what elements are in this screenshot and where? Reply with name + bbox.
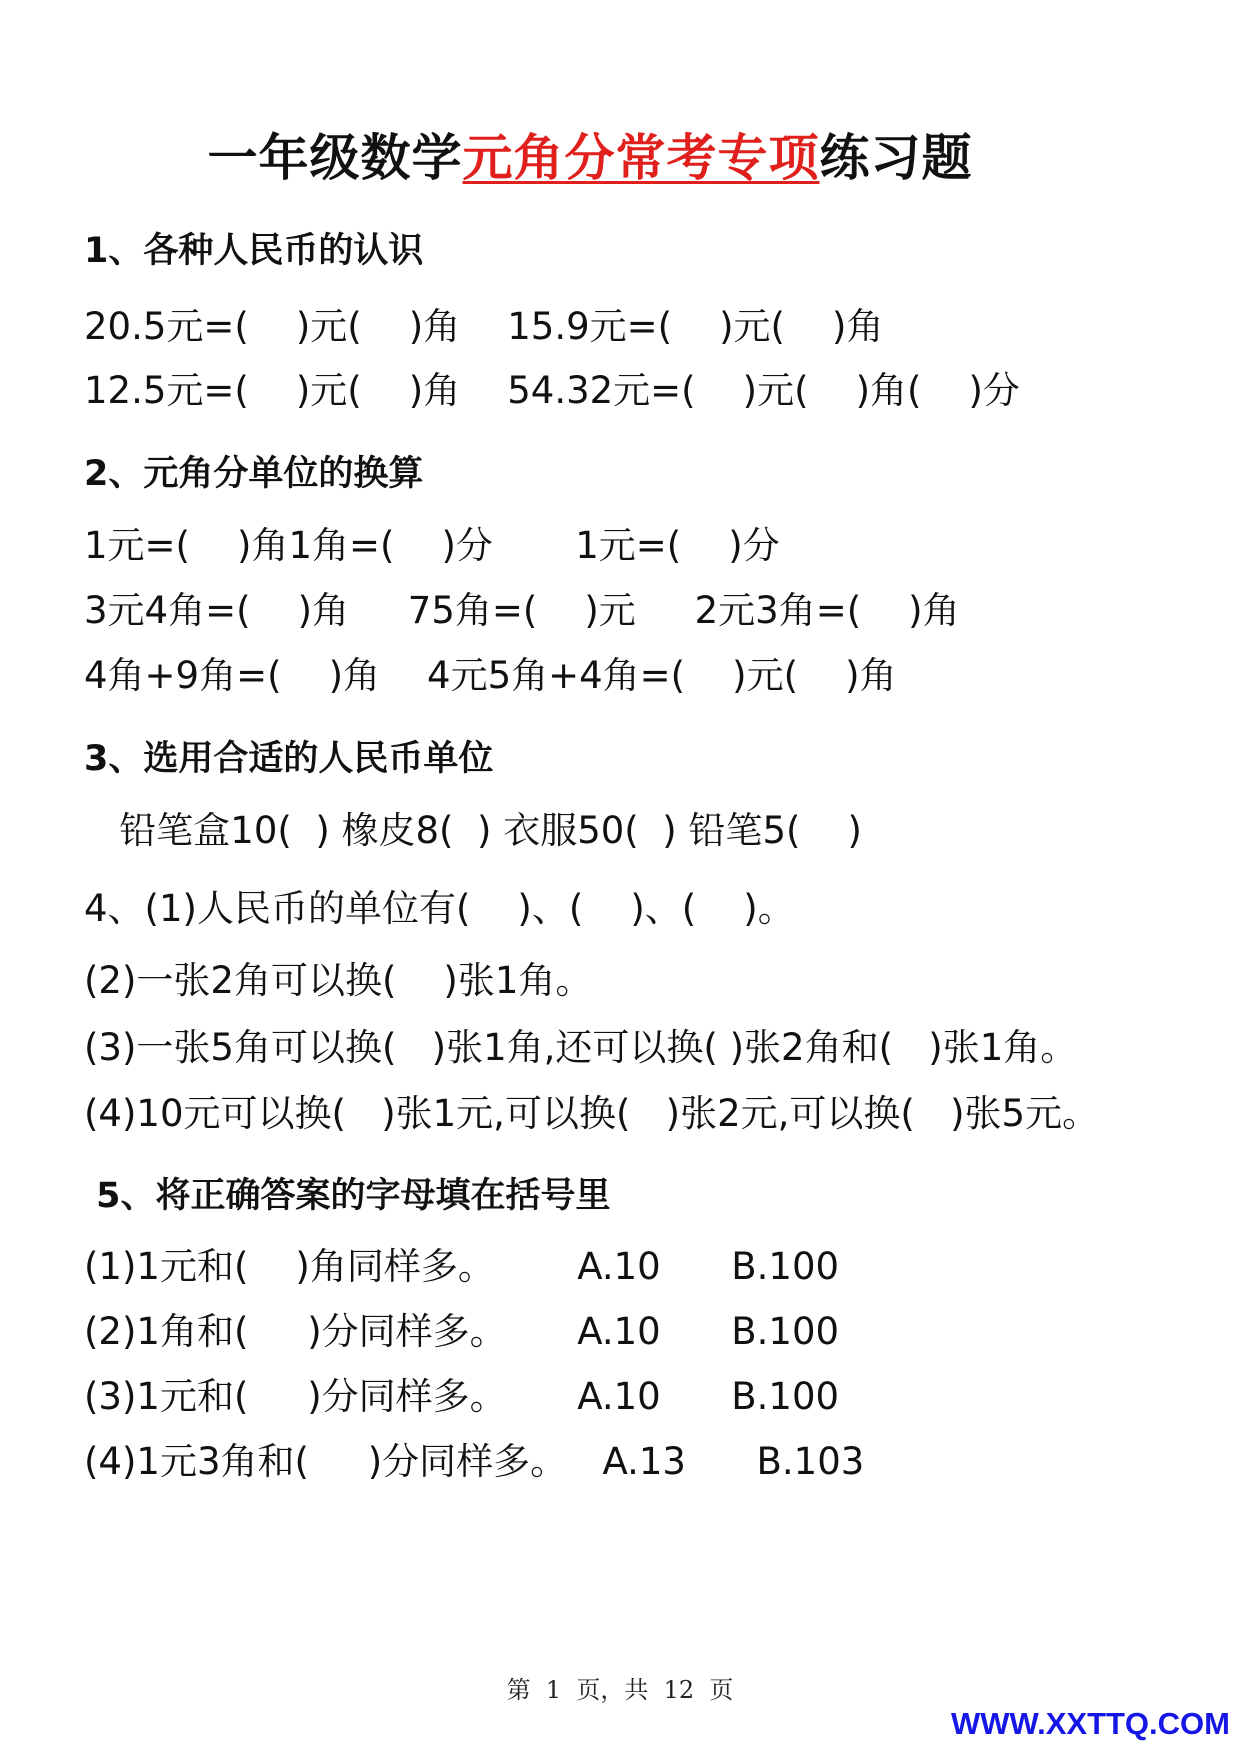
section-1-line-1: 20.5元=( )元( )角 15.9元=( )元( )角: [84, 305, 884, 348]
section-5-line-4: (4)1元3角和( )分同样多。 A.13 B.103: [84, 1440, 865, 1483]
section-1-line-2: 12.5元=( )元( )角 54.32元=( )元( )角( )分: [84, 369, 1020, 412]
section-5-heading: 5、将正确答案的字母填在括号里: [84, 1176, 611, 1216]
section-3-heading: 3、选用合适的人民币单位: [84, 739, 494, 779]
page-number-footer: 第 1 页，共 12 页: [506, 1676, 734, 1704]
section-4-line-3: (4)10元可以换( )张1元,可以换( )张2元,可以换( )张5元。: [84, 1092, 1100, 1135]
section-2-line-2: 3元4角=( )角 75角=( )元 2元3角=( )角: [84, 589, 960, 632]
section-1-heading: 1、各种人民币的认识: [84, 231, 424, 271]
section-2-heading: 2、元角分单位的换算: [84, 454, 424, 494]
title-highlight: 元角分常考专项: [462, 129, 820, 187]
title-part-3: 练习题: [819, 129, 973, 187]
section-5-line-2: (2)1角和( )分同样多。 A.10 B.100: [84, 1310, 840, 1353]
section-5-line-1: (1)1元和( )角同样多。 A.10 B.100: [84, 1245, 840, 1288]
section-4-line-2: (3)一张5角可以换( )张1角,还可以换( )张2角和( )张1角。: [84, 1026, 1078, 1069]
section-2-line-3: 4角+9角=( )角 4元5角+4角=( )元( )角: [84, 654, 897, 697]
section-4-line-1: (2)一张2角可以换( )张1角。: [84, 959, 593, 1002]
site-watermark: WWW.XXTTQ.COM: [951, 1706, 1230, 1741]
page-title: [0, 118, 1180, 190]
section-2-line-1: 1元=( )角1角=( )分 1元=( )分: [84, 524, 780, 567]
section-4-heading: 4、(1)人民币的单位有( )、( )、( )。: [84, 887, 795, 930]
title-part-1: 一年级数学: [207, 129, 463, 187]
section-3-line-1: 铅笔盒10( ) 橡皮8( ) 衣服50( ) 铅笔5( ): [84, 809, 862, 852]
section-5-line-3: (3)1元和( )分同样多。 A.10 B.100: [84, 1375, 840, 1418]
